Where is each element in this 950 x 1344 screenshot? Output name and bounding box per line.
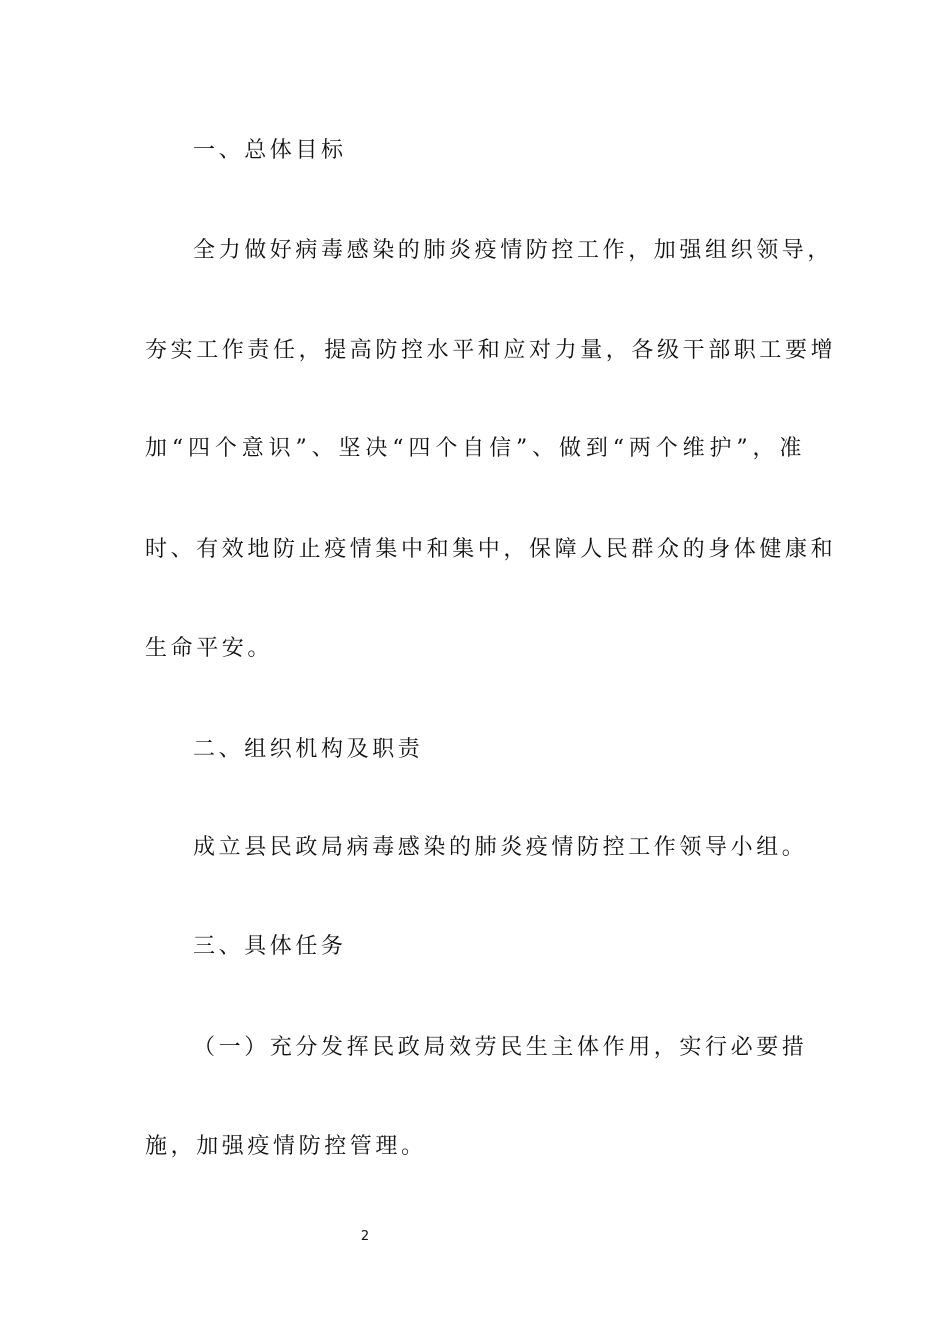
paragraph-2: 成立县民政局病毒感染的肺炎疫情防控工作领导小组。 bbox=[193, 835, 808, 860]
section-heading-specific-tasks: 三、具体任务 bbox=[193, 934, 347, 959]
paragraph-1-line-4: 时、有效地防止疫情集中和集中，保障人民群众的身体健康和 bbox=[145, 537, 837, 562]
paragraph-1-line-2: 夯实工作责任，提高防控水平和应对力量，各级干部职工要增 bbox=[145, 338, 837, 363]
section-heading-organization: 二、组织机构及职责 bbox=[193, 737, 424, 762]
page-number: 2 bbox=[360, 1229, 370, 1244]
paragraph-1-line-3: 加“四个意识”、坚决“四个自信”、做到“两个维护”，准 bbox=[145, 436, 805, 461]
paragraph-1-line-5: 生命平安。 bbox=[145, 636, 274, 661]
paragraph-1-line-1: 全力做好病毒感染的肺炎疫情防控工作，加强组织领导， bbox=[193, 238, 834, 263]
section-heading-overall-goals: 一、总体目标 bbox=[193, 138, 347, 163]
paragraph-3-line-2: 施，加强疫情防控管理。 bbox=[145, 1134, 427, 1159]
paragraph-3-line-1: （一）充分发挥民政局效劳民生主体作用，实行必要措 bbox=[193, 1035, 808, 1060]
